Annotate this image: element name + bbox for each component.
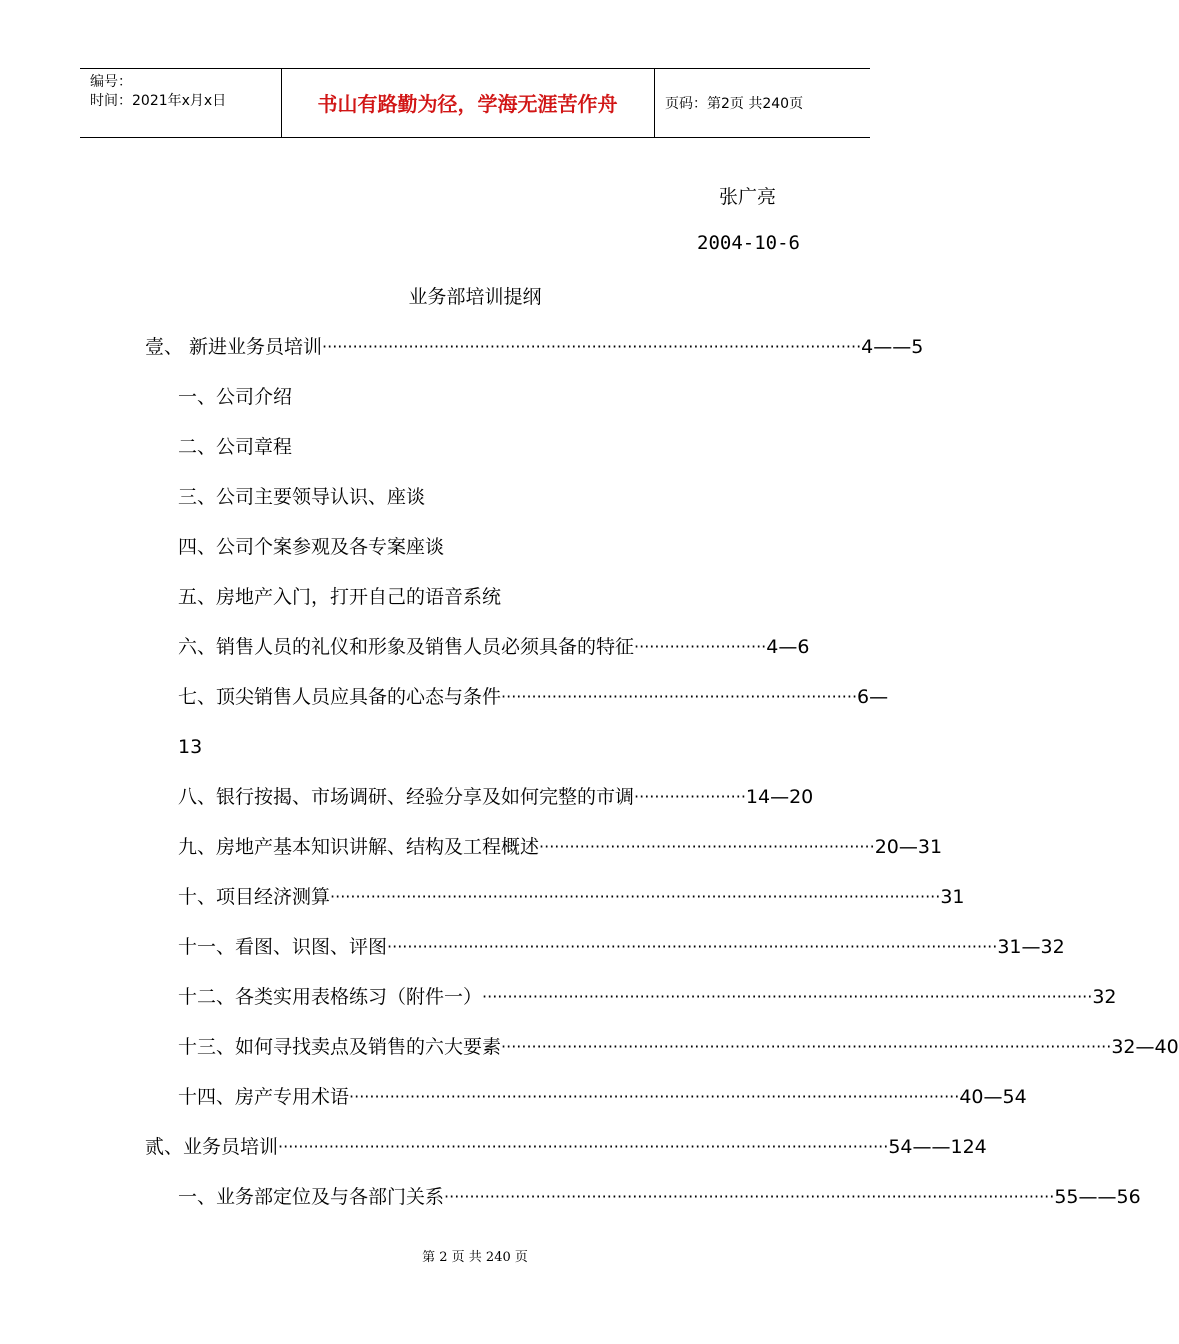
toc-leader: ··························	[634, 637, 767, 656]
document-date: 2004-10-6	[697, 232, 800, 254]
toc-entry	[178, 532, 444, 562]
toc-entry-text: 六、销售人员的礼仪和形象及销售人员必须具备的特征	[178, 636, 635, 658]
toc-entry-page: 55——56	[1054, 1186, 1141, 1208]
toc-leader: ························································································································	[387, 937, 998, 956]
toc-entry	[145, 1132, 987, 1162]
toc-entry-text: 一、业务部定位及与各部门关系	[178, 1186, 445, 1208]
toc-entry	[178, 432, 292, 462]
document-time-label: 时间：2021年x月x日	[90, 93, 227, 109]
header-page-info: 页码：第2页 共240页	[665, 96, 804, 112]
toc-entry-text: 十二、各类实用表格练习（附件一）	[178, 986, 483, 1008]
toc-entry-text: 十四、房产专用术语	[178, 1086, 350, 1108]
toc-leader: ························································································································	[482, 987, 1093, 1006]
toc-entry-page: 14—20	[745, 786, 814, 808]
toc-leader: ························································································································	[501, 1037, 1112, 1056]
toc-entry	[178, 382, 292, 412]
header-motto: 书山有路勤为径，学海无涯苦作舟	[317, 92, 618, 116]
toc-leader: ··········································································································	[322, 337, 862, 356]
toc-entry	[145, 332, 924, 362]
toc-entry	[178, 882, 965, 912]
toc-entry	[178, 1032, 1179, 1062]
toc-leader: ························································································································	[349, 1087, 960, 1106]
toc-entry	[178, 682, 889, 712]
toc-entry-text: 一、公司介绍	[178, 386, 293, 408]
toc-leader: ······································································	[501, 687, 858, 706]
toc-entry-text: 七、顶尖销售人员应具备的心态与条件	[178, 686, 502, 708]
toc-entry-page: 31	[940, 886, 965, 908]
toc-entry-text: 四、公司个案参观及各专案座谈	[178, 536, 445, 558]
toc-entry-text: 二、公司章程	[178, 436, 293, 458]
toc-entry	[178, 1182, 1141, 1212]
toc-entry-page: 32—40	[1111, 1036, 1179, 1058]
toc-entry	[178, 1082, 1027, 1112]
toc-leader: ························································································································	[444, 1187, 1055, 1206]
toc-leader: ······················	[634, 787, 746, 806]
toc-leader: ························································································································	[330, 887, 941, 906]
toc-entry	[178, 632, 810, 662]
toc-entry	[178, 782, 814, 812]
toc-entry-page: 32	[1092, 986, 1117, 1008]
toc-entry-text: 十一、看图、识图、评图	[178, 936, 388, 958]
toc-entry-text: 十、项目经济测算	[178, 886, 331, 908]
toc-entry-page: 6—	[857, 686, 889, 708]
page-header	[80, 68, 870, 138]
toc-entry-text: 三、公司主要领导认识、座谈	[178, 486, 426, 508]
toc-entry-page: 4——5	[861, 336, 924, 358]
toc-entry-page: 4—6	[766, 636, 810, 658]
toc-entry-text: 十三、如何寻找卖点及销售的六大要素	[178, 1036, 502, 1058]
toc-entry-text: 贰、业务员培训	[145, 1136, 279, 1158]
toc-entry	[178, 932, 1065, 962]
toc-entry-text: 五、房地产入门，打开自己的语音系统	[178, 586, 502, 608]
toc-entry-page: 20—31	[874, 836, 943, 858]
toc-entry	[178, 732, 202, 762]
toc-entry-page: 40—54	[959, 1086, 1027, 1108]
page-footer: 第 2 页 共 240 页	[422, 1250, 528, 1265]
toc-entry-text: 13	[178, 736, 203, 758]
toc-entry-page: 54——124	[888, 1136, 987, 1158]
document-title: 业务部培训提纲	[408, 286, 542, 308]
author-name: 张广亮	[718, 186, 776, 208]
toc-leader: ························································································································	[278, 1137, 889, 1156]
document-number-label: 编号：	[90, 74, 132, 90]
toc-entry	[178, 982, 1117, 1012]
toc-leader: ··································································	[539, 837, 875, 856]
toc-entry	[178, 832, 943, 862]
toc-entry-text: 九、房地产基本知识讲解、结构及工程概述	[178, 836, 540, 858]
toc-entry-text: 壹、 新进业务员培训	[145, 336, 323, 358]
toc-entry-page: 31—32	[997, 936, 1065, 958]
toc-entry	[178, 482, 425, 512]
header-divider	[654, 69, 655, 137]
toc-entry-text: 八、银行按揭、市场调研、经验分享及如何完整的市调	[178, 786, 635, 808]
toc-entry	[178, 582, 501, 612]
